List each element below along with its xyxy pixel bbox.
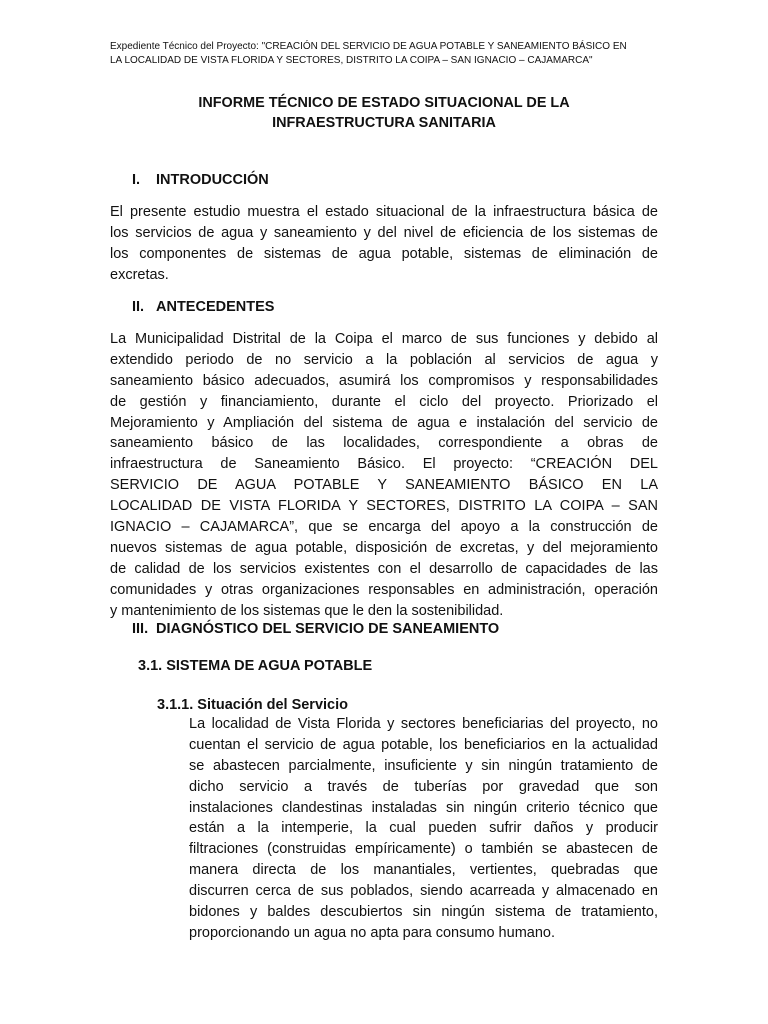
paragraph-line: Mejoramiento y Ampliación del sistema de agua e instalación del servicio de [110,414,658,431]
paragraph-line: de calidad de los servicios existentes con el desarrollo de capacidades de las [110,560,658,577]
paragraph-line: La Municipalidad Distrital de la Coipa el marco de sus funciones y debido al [110,331,658,347]
paragraph-line: proporcionando un agua no apta para consumo humano. [189,924,555,941]
paragraph-line: filtraciones (construidas empíricamente) o también se abastecen de [189,841,658,858]
section-number: II. [132,299,145,315]
paragraph-line: infraestructura de Saneamiento Básico. El proyecto: “CREACIÓN DEL [110,456,658,473]
paragraph-line: se abastecen parcialmente, insuficiente y sin ningún tratamiento de [189,757,658,774]
paragraph-line: están a la intemperie, la cual pueden sufrir daños y producir [189,820,658,837]
paragraph-line: los servicios de agua y saneamiento y del nivel de eficiencia de los sistemas de [110,224,658,241]
paragraph-line: IGNACIO – CAJAMARCA”, que se encarga del apoyo a la construcción de [110,519,658,536]
header-line-1: Expediente Técnico del Proyecto: "CREACIÓN DEL SERVICIO DE AGUA POTABLE Y SANEAMIENTO BÁSICO EN [110,41,627,52]
paragraph-introduccion [110,202,658,286]
paragraph-situacion-servicio [189,714,658,944]
paragraph-line: excretas. [110,266,169,283]
paragraph-line: extendido periodo de no servicio a la población al servicios de agua y [110,351,658,368]
paragraph-line: manera directa de los manantiales, vertientes, quebradas que [189,862,658,879]
paragraph-line: dicho servicio a través de tuberías por gravedad que son [189,778,658,795]
paragraph-line: discurren cerca de sus poblados, siendo acarreada y almacenado en [189,883,658,900]
paragraph-line: y mantenimiento de los sistemas que le den la sostenibilidad. [110,602,504,619]
section-title: INTRODUCCIÓN [156,172,269,188]
header-line-2: LA LOCALIDAD DE VISTA FLORIDA Y SECTORES, DISTRITO LA COIPA – SAN IGNACIO – CAJAMARCA" [110,55,593,66]
paragraph-line: instalaciones clandestinas instaladas sin ningún criterio técnico que [189,799,658,816]
subsection-heading-agua-potable: 3.1. SISTEMA DE AGUA POTABLE [138,658,373,674]
paragraph-line: los componentes de sistemas de agua potable, sistemas de eliminación de [110,245,658,262]
paragraph-line: SERVICIO DE AGUA POTABLE Y SANEAMIENTO BÁSICO EN LA [110,477,658,494]
document-title [110,93,658,133]
paragraph-line: LOCALIDAD DE VISTA FLORIDA Y SECTORES, DISTRITO LA COIPA – SAN [110,498,658,515]
section-heading-diagnostico [132,619,499,639]
paragraph-line: El presente estudio muestra el estado situacional de la infraestructura básica de [110,204,658,220]
section-number: I. [132,172,141,188]
paragraph-line: saneamiento básico de las localidades, correspondiente a obras de [110,435,658,452]
paragraph-line: La localidad de Vista Florida y sectores beneficiarias del proyecto, no [189,716,658,732]
paragraph-line: saneamiento básico adecuados, asumirá los compromisos y responsabilidades [110,372,658,389]
subsubsection-heading-situacion: 3.1.1. Situación del Servicio [157,697,348,713]
title-line-2: INFRAESTRUCTURA SANITARIA [272,115,496,131]
section-number: III. [132,621,149,637]
section-title: DIAGNÓSTICO DEL SERVICIO DE SANEAMIENTO [156,621,500,637]
page-header [110,40,670,68]
section-heading-introduccion [132,170,269,190]
paragraph-antecedentes [110,329,658,621]
section-heading-antecedentes [132,297,274,317]
title-line-1: INFORME TÉCNICO DE ESTADO SITUACIONAL DE LA [198,95,570,111]
paragraph-line: de gestión y financiamiento, durante el ciclo del proyecto. Priorizado el [110,393,658,410]
paragraph-line: nuevos sistemas de agua potable, disposición de excretas, y del mejoramiento [110,539,658,556]
paragraph-line: bidones y baldes descubiertos sin ningún sistema de tratamiento, [189,904,658,921]
paragraph-line: comunidades y otras organizaciones responsables en administración, operación [110,581,658,598]
paragraph-line: cuentan el servicio de agua potable, los beneficiarios en la actualidad [189,736,658,753]
section-title: ANTECEDENTES [156,299,275,315]
